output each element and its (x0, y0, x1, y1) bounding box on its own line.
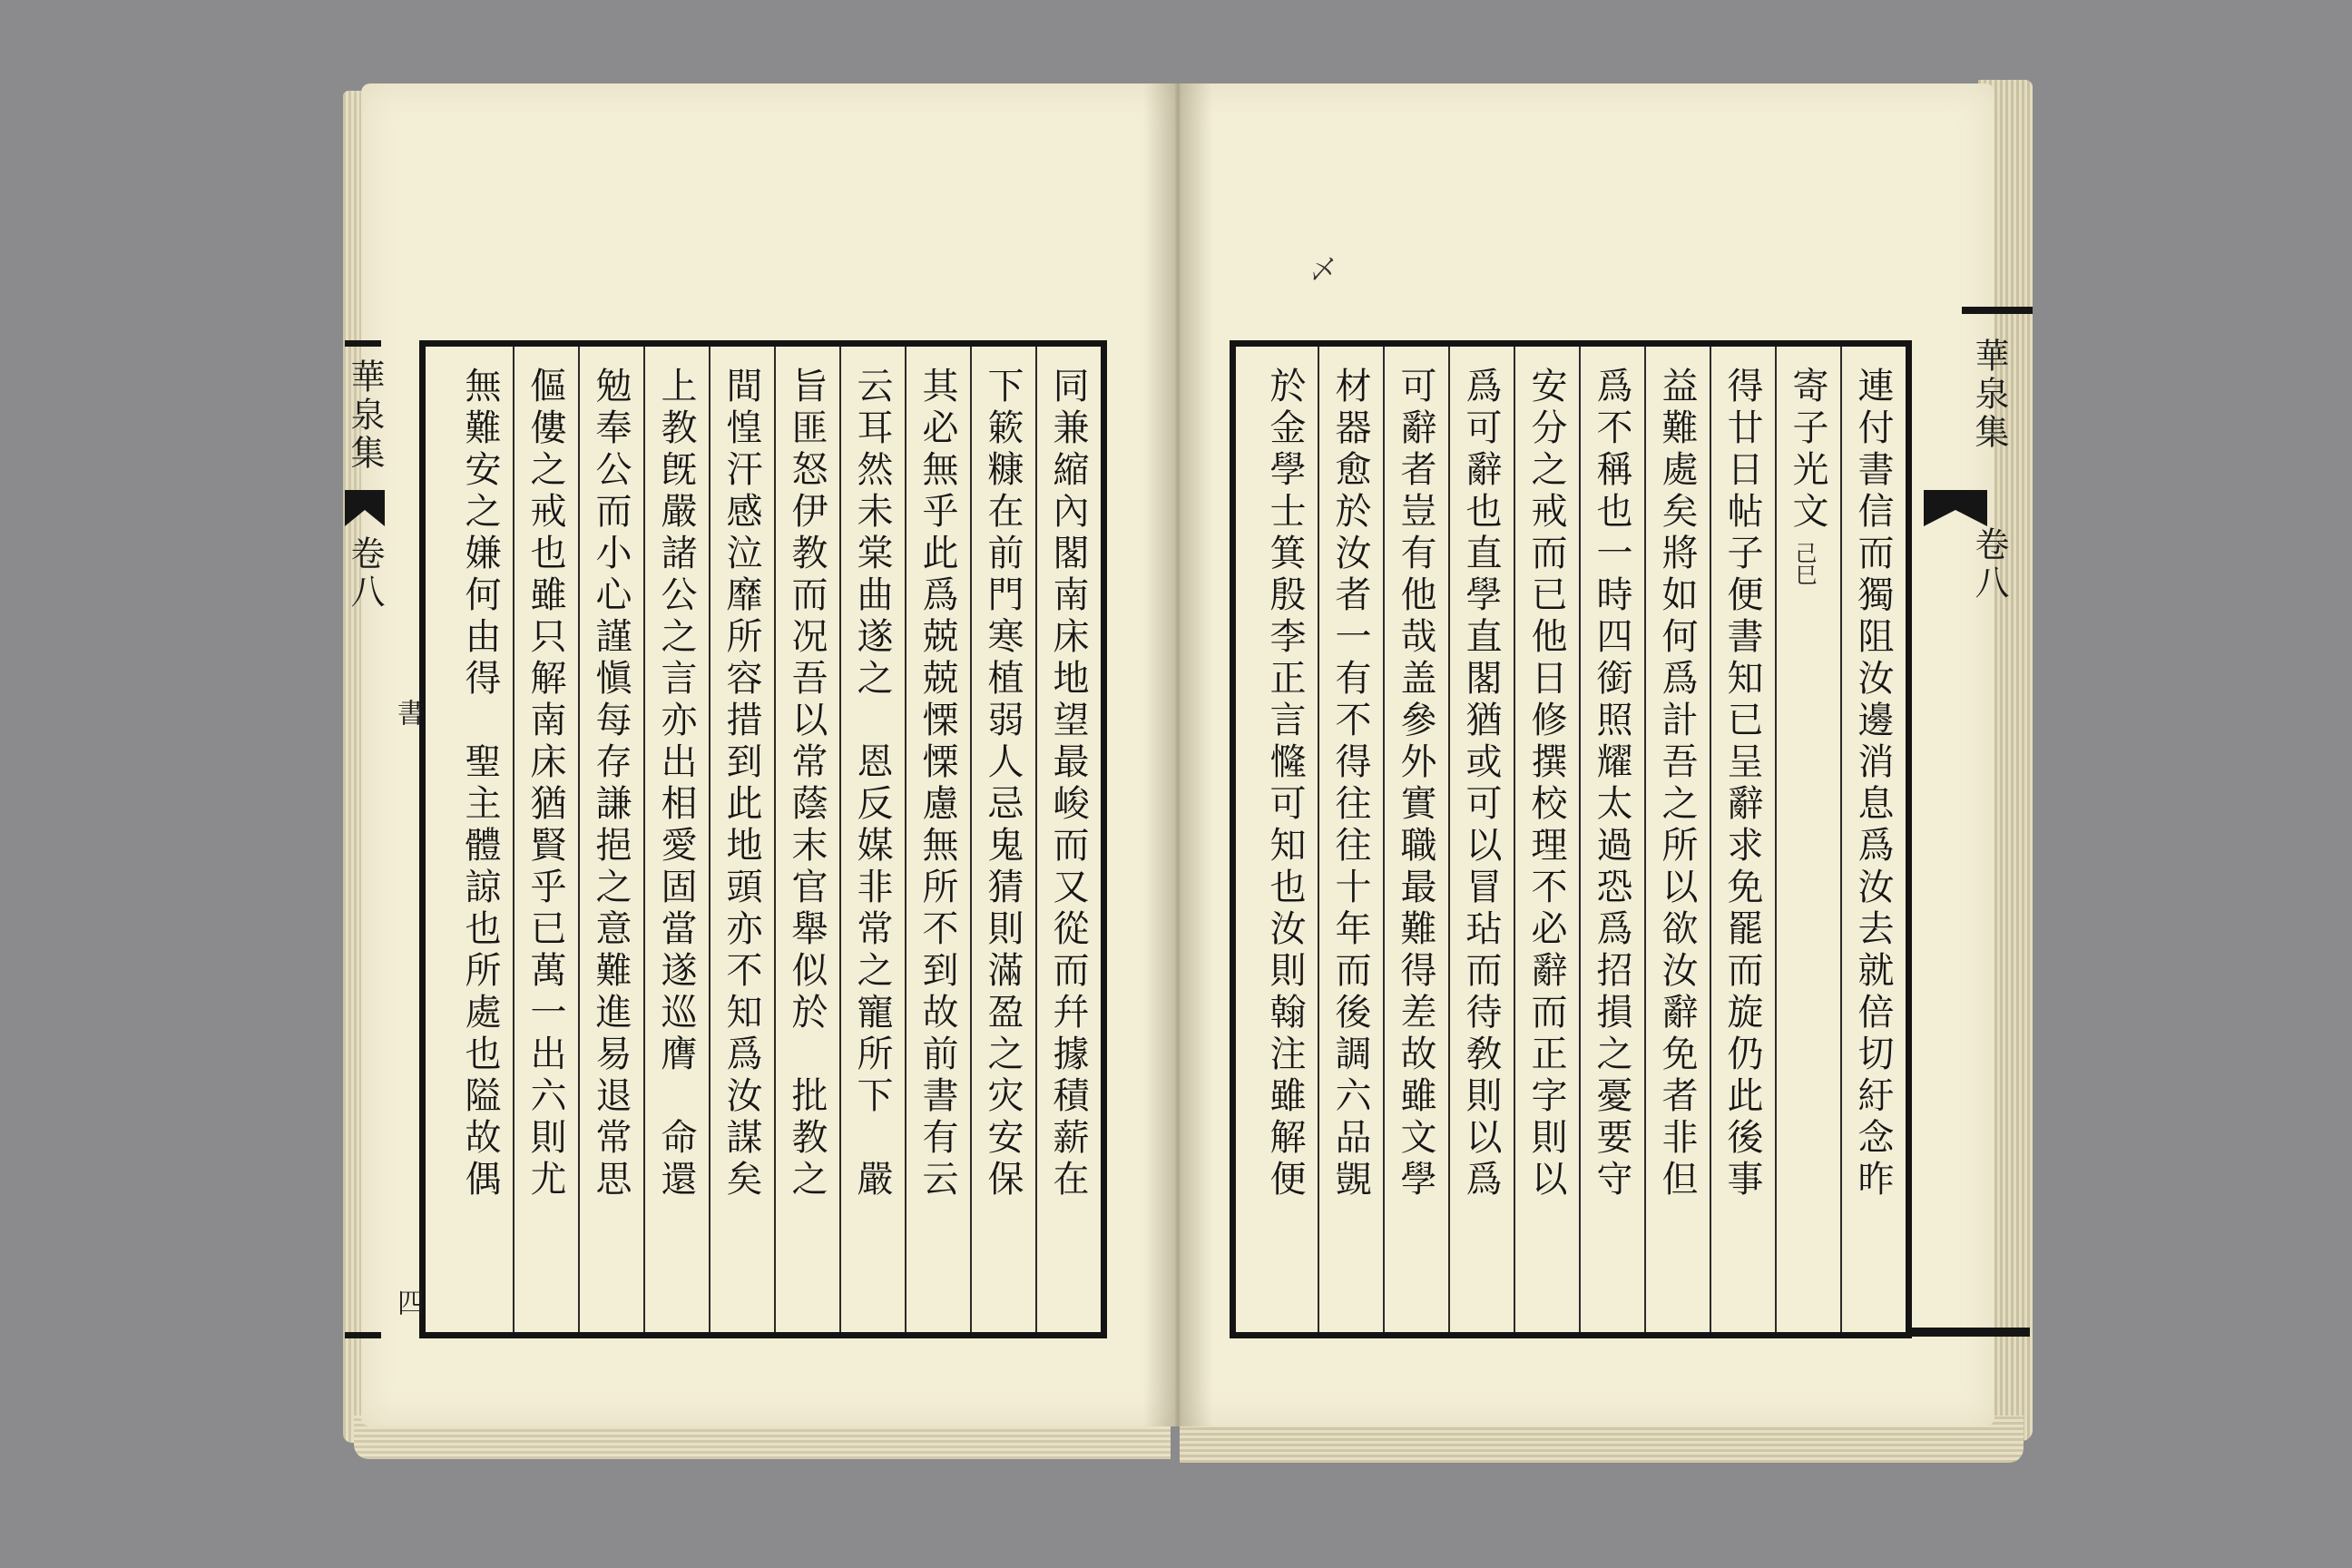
text-column: 安分之戒而已他日修撰校理不必辭而正字則以 (1525, 367, 1567, 1201)
right-book-title: 華泉集 (1969, 338, 2009, 452)
text-column: 於金學士箕殷李正言㦕可知也汝則翰注雖解便 (1264, 367, 1306, 1201)
left-text-columns (426, 347, 1101, 1332)
right-text-columns (1236, 347, 1906, 1332)
column-rule (774, 347, 776, 1332)
column-rule (643, 347, 645, 1332)
letter-date: 己巳 (1791, 542, 1817, 585)
text-column: 間惶汗感泣靡所容措到此地頭亦不知爲汝謀矣 (720, 367, 762, 1201)
left-banxin-top-rule (345, 340, 381, 347)
column-rule (1644, 347, 1646, 1332)
column-rule (578, 347, 580, 1332)
column-rule (1514, 347, 1515, 1332)
text-column: 傴僂之戒也雖只解南床猶賢乎已萬一出六則尤 (524, 367, 566, 1201)
book-gutter (1143, 83, 1212, 1426)
text-column: 連付書信而獨阻汝邊消息爲汝去就倍切紆念昨 (1852, 367, 1894, 1201)
left-volume-label: 卷八 (345, 535, 385, 612)
column-rule (1710, 347, 1711, 1332)
text-column: 得廿日帖子便書知已呈辭求免罷而旋仍此後事 (1721, 367, 1763, 1201)
letter-title: 寄子光文 (1787, 367, 1828, 534)
column-rule (905, 347, 906, 1332)
left-section-label: 書 (392, 699, 424, 726)
right-text-frame (1230, 340, 1912, 1338)
column-rule (1318, 347, 1319, 1332)
text-column: 爲不稱也一時四銜照耀太過恐爲招損之憂要守 (1591, 367, 1632, 1201)
text-column: 下簌糠在前門寒植弱人忌鬼猜則滿盈之灾安保 (982, 367, 1024, 1201)
text-column: 云耳然未棠曲遂之 恩反媒非常之寵所下 嚴 (851, 367, 893, 1201)
right-banxin-top-rule (1962, 307, 2033, 314)
text-column: 無難安之嫌何由得 聖主體諒也所處也隘故偶 (459, 367, 501, 1201)
column-rule (1035, 347, 1037, 1332)
column-rule (1840, 347, 1842, 1332)
text-column: 爲可辭也直學直閣猶或可以冒玷而待敎則以爲 (1460, 367, 1502, 1201)
left-folio-number: 四 (392, 1289, 424, 1316)
column-rule (1579, 347, 1581, 1332)
column-rule (513, 347, 514, 1332)
column-rule (839, 347, 841, 1332)
text-column: 旨匪怒伊教而况吾以常蔭末官舉似於 批教之 (786, 367, 828, 1201)
text-column: 其必無乎此爲兢兢慄慄慮無所不到故前書有云 (916, 367, 958, 1201)
text-column: 同兼縮內閣南床地望最峻而又從而幷據積薪在 (1047, 367, 1089, 1201)
column-rule (1775, 347, 1777, 1332)
right-banxin-bottom-rule (1912, 1328, 2030, 1337)
left-book-title: 華泉集 (345, 358, 385, 473)
left-text-frame (419, 340, 1107, 1338)
column-rule (970, 347, 972, 1332)
column-rule (709, 347, 710, 1332)
margin-ink-mark: 乄 (1308, 256, 1338, 281)
column-rule (1448, 347, 1450, 1332)
text-column: 材器愈於汝者一有不得往往十年而後調六品覬 (1329, 367, 1371, 1201)
left-banxin-bottom-rule (345, 1332, 381, 1338)
text-column: 益難處矣將如何爲計吾之所以欲汝辭免者非但 (1656, 367, 1698, 1201)
right-volume-label: 卷八 (1969, 526, 2009, 603)
text-column: 上教旣嚴諸公之言亦出相愛固當遂巡膺 命還 (655, 367, 697, 1201)
text-column: 可辭者豈有他哉盖參外實職最難得差故雖文學 (1395, 367, 1436, 1201)
text-column: 勉奉公而小心謹愼每存謙挹之意難進易退常思 (590, 367, 632, 1201)
column-rule (1383, 347, 1385, 1332)
